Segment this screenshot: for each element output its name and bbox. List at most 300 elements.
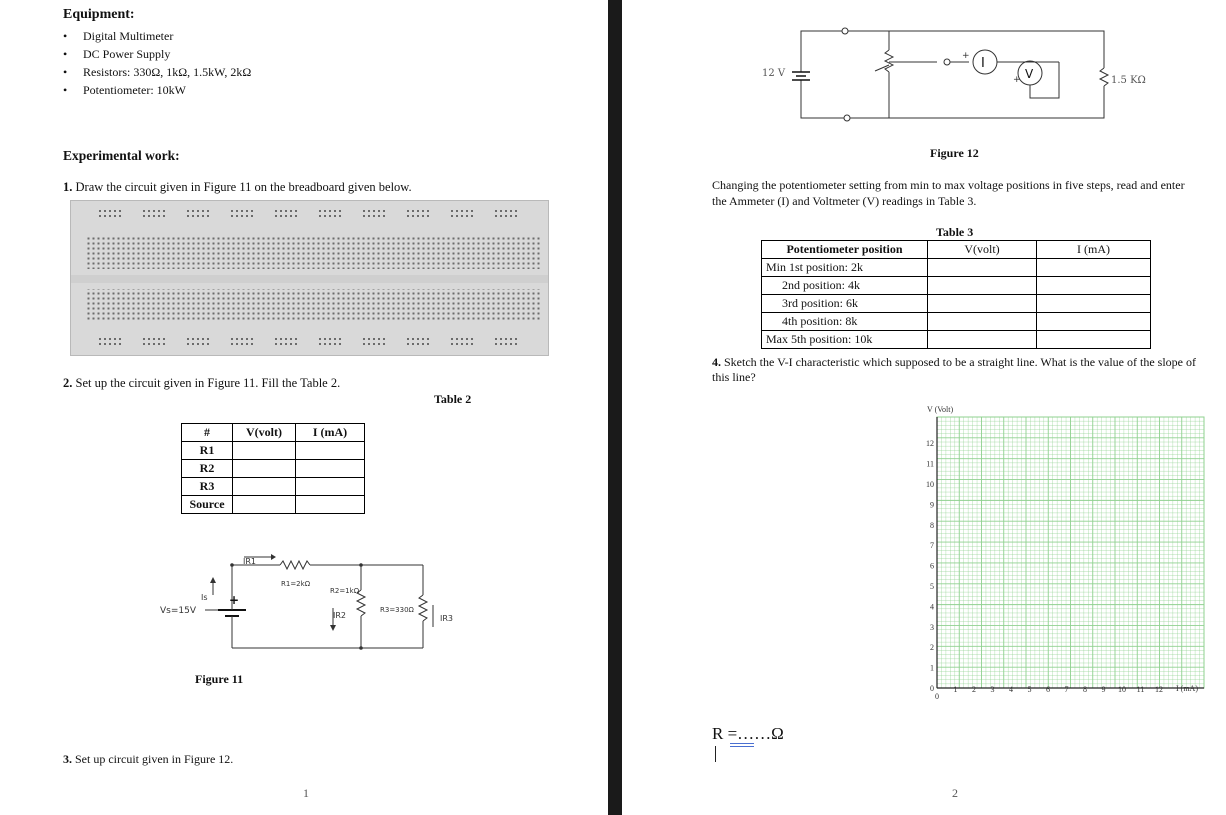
rail-hole xyxy=(329,343,331,345)
rail-hole xyxy=(412,215,414,217)
rail-hole xyxy=(109,215,111,217)
v-cell[interactable] xyxy=(233,496,296,514)
i-cell[interactable] xyxy=(296,496,365,514)
y-tick-label: 9 xyxy=(930,500,934,510)
rail-hole xyxy=(246,210,248,212)
rail-hole xyxy=(471,215,473,217)
v-cell[interactable] xyxy=(928,331,1037,349)
rail-hole xyxy=(99,338,101,340)
rail-hole xyxy=(280,338,282,340)
rail-hole xyxy=(158,343,160,345)
rail-hole xyxy=(422,343,424,345)
rail-hole xyxy=(143,343,145,345)
table-row xyxy=(182,496,365,514)
step-1-number: 1. xyxy=(63,180,73,194)
rail-hole xyxy=(329,215,331,217)
step-3-number: 3. xyxy=(63,752,72,766)
page-divider xyxy=(608,0,622,815)
source-label: 12 V xyxy=(762,68,786,79)
rail-hole xyxy=(378,338,380,340)
vi-graph[interactable] xyxy=(922,400,1212,705)
rail-hole xyxy=(246,338,248,340)
rail-hole xyxy=(148,343,150,345)
i-cell[interactable] xyxy=(296,442,365,460)
rail-hole xyxy=(246,215,248,217)
rail-hole xyxy=(378,210,380,212)
i-cell[interactable] xyxy=(296,460,365,478)
y-axis-label: V (Volt) xyxy=(927,405,954,414)
rail-hole xyxy=(153,338,155,340)
rail-hole xyxy=(363,338,365,340)
table-header-cell: # xyxy=(182,424,233,442)
rail-hole xyxy=(407,215,409,217)
x-tick-label: 5 xyxy=(1027,685,1032,694)
row-label: 2nd position: 4k xyxy=(762,277,928,295)
rail-hole xyxy=(197,343,199,345)
equipment-item: • Resistors: 330Ω, 1kΩ, 1.5kW, 2kΩ xyxy=(63,63,251,81)
rail-hole xyxy=(119,343,121,345)
rail-hole xyxy=(275,215,277,217)
plus-sign: + xyxy=(229,593,240,607)
rail-hole xyxy=(290,338,292,340)
rail-hole xyxy=(207,338,209,340)
rail-hole xyxy=(241,210,243,212)
resistance-answer[interactable] xyxy=(712,724,784,744)
rail-hole xyxy=(275,338,277,340)
table-row xyxy=(762,277,1151,295)
rail-hole xyxy=(505,343,507,345)
rail-hole xyxy=(114,210,116,212)
table-row xyxy=(762,295,1151,313)
y-tick-label: 7 xyxy=(930,541,934,551)
y-tick-label: 5 xyxy=(930,582,934,591)
rail-hole xyxy=(368,338,370,340)
x-tick-label: 6 xyxy=(1046,685,1050,694)
rail-hole xyxy=(456,215,458,217)
rail-hole xyxy=(163,338,165,340)
i-cell[interactable] xyxy=(1037,277,1151,295)
v-cell[interactable] xyxy=(928,277,1037,295)
rail-hole xyxy=(280,343,282,345)
page-number: 2 xyxy=(952,786,958,800)
rail-hole xyxy=(104,210,106,212)
figure-12-caption: Figure 12 xyxy=(930,146,979,160)
rail-hole xyxy=(197,338,199,340)
rail-hole xyxy=(231,343,233,345)
rail-hole xyxy=(383,338,385,340)
step-3-text: Set up circuit given in Figure 12. xyxy=(72,752,234,766)
row-label: R3 xyxy=(182,478,233,496)
instruction-paragraph: Changing the potentiometer setting from min to max voltage positions in five steps, read and enter the Ammeter (I) and Voltmeter (V) readings in Table 3. xyxy=(712,178,1185,208)
voltmeter-label: V xyxy=(1025,67,1034,81)
rail-hole xyxy=(324,343,326,345)
row-label: 3rd position: 6k xyxy=(762,295,928,313)
rail-hole xyxy=(451,343,453,345)
v-cell[interactable] xyxy=(233,442,296,460)
i-cell[interactable] xyxy=(1037,313,1151,331)
answer-underline xyxy=(730,743,754,744)
rail-hole xyxy=(295,215,297,217)
v-cell[interactable] xyxy=(928,295,1037,313)
rail-hole xyxy=(324,215,326,217)
rail-hole xyxy=(231,215,233,217)
rail-hole xyxy=(319,215,321,217)
rail-hole xyxy=(241,338,243,340)
rail-hole xyxy=(285,215,287,217)
rail-hole xyxy=(339,343,341,345)
x-tick-label: 10 xyxy=(1118,685,1126,694)
y-tick-label: 3 xyxy=(930,622,934,632)
x-axis-label: I (mA) xyxy=(1176,684,1198,693)
step-3 xyxy=(63,752,233,767)
table-header-cell: V(volt) xyxy=(233,424,296,442)
table-2 xyxy=(181,423,365,514)
rail-hole xyxy=(207,343,209,345)
answer-text: R =……Ω xyxy=(712,724,784,743)
y-tick-label: 0 xyxy=(930,684,934,693)
experimental-heading: Experimental work: xyxy=(63,148,180,163)
rail-hole xyxy=(99,343,101,345)
rail-hole xyxy=(187,215,189,217)
table-header-cell: Potentiometer position xyxy=(762,241,928,259)
rail-hole xyxy=(495,338,497,340)
i-cell[interactable] xyxy=(1037,295,1151,313)
rail-hole xyxy=(163,215,165,217)
rail-hole xyxy=(373,215,375,217)
step-2-text: Set up the circuit given in Figure 11. Fill the Table 2. xyxy=(72,376,341,390)
r2-label: R2=1kΩ xyxy=(330,587,360,595)
page-2 xyxy=(622,0,1226,815)
y-tick-label: 8 xyxy=(930,520,934,530)
rail-hole xyxy=(329,338,331,340)
rail-hole xyxy=(251,210,253,212)
table-row xyxy=(762,313,1151,331)
rail-hole xyxy=(510,343,512,345)
rail-hole xyxy=(251,343,253,345)
rail-hole xyxy=(119,338,121,340)
rail-hole xyxy=(339,210,341,212)
equipment-list xyxy=(63,27,251,99)
x-tick-label: 12 xyxy=(1155,685,1163,694)
rail-hole xyxy=(202,343,204,345)
step-1 xyxy=(63,180,412,195)
table-row xyxy=(762,331,1151,349)
rail-hole xyxy=(207,215,209,217)
step-4-number: 4. xyxy=(712,355,721,369)
row-label: 4th position: 8k xyxy=(762,313,928,331)
rail-hole xyxy=(295,343,297,345)
rail-hole xyxy=(324,210,326,212)
table-header-cell: I (mA) xyxy=(296,424,365,442)
r1-label: R1=2kΩ xyxy=(281,580,311,588)
rail-hole xyxy=(368,210,370,212)
rail-hole xyxy=(466,210,468,212)
rail-hole xyxy=(363,215,365,217)
rail-hole xyxy=(495,210,497,212)
row-label: R2 xyxy=(182,460,233,478)
rail-hole xyxy=(515,343,517,345)
rail-hole xyxy=(187,338,189,340)
i-cell[interactable] xyxy=(1037,331,1151,349)
rail-hole xyxy=(319,338,321,340)
rail-hole xyxy=(412,338,414,340)
v-cell[interactable] xyxy=(928,259,1037,277)
rail-hole xyxy=(202,215,204,217)
equipment-heading: Equipment: xyxy=(63,7,135,22)
rail-hole xyxy=(451,215,453,217)
row-label: R1 xyxy=(182,442,233,460)
figure-12-circuit xyxy=(757,20,1187,125)
rail-hole xyxy=(290,210,292,212)
rail-hole xyxy=(471,343,473,345)
rail-hole xyxy=(339,338,341,340)
rail-hole xyxy=(192,210,194,212)
rail-hole xyxy=(368,343,370,345)
rail-hole xyxy=(158,210,160,212)
table-row xyxy=(182,460,365,478)
rail-hole xyxy=(461,343,463,345)
rail-hole xyxy=(378,215,380,217)
rail-hole xyxy=(383,210,385,212)
rail-hole xyxy=(295,338,297,340)
rail-hole xyxy=(422,338,424,340)
ammeter-label: I xyxy=(981,56,985,71)
rail-hole xyxy=(236,210,238,212)
rail-hole xyxy=(422,215,424,217)
rail-hole xyxy=(456,338,458,340)
rail-hole xyxy=(495,215,497,217)
rail-hole xyxy=(241,343,243,345)
rail-hole xyxy=(104,343,106,345)
rail-hole xyxy=(334,338,336,340)
breadboard xyxy=(70,200,549,356)
x-tick-label: 4 xyxy=(1009,685,1013,694)
rail-hole xyxy=(505,215,507,217)
x-tick-label: 7 xyxy=(1064,685,1069,694)
step-2 xyxy=(63,376,340,391)
y-tick-label: 4 xyxy=(930,602,934,612)
table-row xyxy=(762,259,1151,277)
rail-hole xyxy=(197,215,199,217)
rail-hole xyxy=(148,215,150,217)
rail-hole xyxy=(202,338,204,340)
vs-label: Vs=15V xyxy=(160,606,196,616)
rail-hole xyxy=(515,338,517,340)
table-3 xyxy=(761,240,1151,349)
rail-hole xyxy=(373,338,375,340)
rail-hole xyxy=(319,210,321,212)
rail-hole xyxy=(417,215,419,217)
rail-hole xyxy=(412,210,414,212)
rail-hole xyxy=(153,215,155,217)
rail-hole xyxy=(187,210,189,212)
rail-hole xyxy=(119,215,121,217)
resistor-label: 1.5 KΩ xyxy=(1111,75,1146,86)
i-cell[interactable] xyxy=(1037,259,1151,277)
step-4-text: Sketch the V-I characteristic which supposed to be a straight line. What is the value of the slope of this line? xyxy=(712,355,1196,384)
rail-hole xyxy=(500,210,502,212)
rail-hole xyxy=(109,343,111,345)
rail-hole xyxy=(153,210,155,212)
rail-hole xyxy=(456,343,458,345)
rail-hole xyxy=(427,210,429,212)
step-1-text: Draw the circuit given in Figure 11 on the breadboard given below. xyxy=(72,180,412,194)
rail-hole xyxy=(275,343,277,345)
rail-hole xyxy=(334,343,336,345)
rail-hole xyxy=(334,210,336,212)
x-tick-label: 9 xyxy=(1101,685,1106,694)
rail-hole xyxy=(114,338,116,340)
answer-underline xyxy=(730,746,754,747)
y-tick-label: 2 xyxy=(930,643,934,653)
rail-hole xyxy=(143,210,145,212)
rail-hole xyxy=(451,210,453,212)
rail-hole xyxy=(163,210,165,212)
rail-hole xyxy=(427,338,429,340)
rail-hole xyxy=(187,343,189,345)
rail-hole xyxy=(510,215,512,217)
rail-hole xyxy=(143,338,145,340)
rail-hole xyxy=(329,210,331,212)
rail-hole xyxy=(339,215,341,217)
x-tick-label: 3 xyxy=(990,685,995,694)
rail-hole xyxy=(407,338,409,340)
rail-hole xyxy=(334,215,336,217)
y-tick-label: 12 xyxy=(926,439,934,449)
rail-hole xyxy=(383,215,385,217)
rail-hole xyxy=(285,343,287,345)
rail-hole xyxy=(451,338,453,340)
table-row xyxy=(182,442,365,460)
figure-11-circuit xyxy=(155,550,465,655)
v-cell[interactable] xyxy=(928,313,1037,331)
rail-hole xyxy=(119,210,121,212)
rail-hole xyxy=(246,343,248,345)
rail-hole xyxy=(427,343,429,345)
rail-hole xyxy=(373,343,375,345)
rail-hole xyxy=(241,215,243,217)
rail-hole xyxy=(158,338,160,340)
rail-hole xyxy=(285,338,287,340)
rail-hole xyxy=(417,338,419,340)
rail-hole xyxy=(383,343,385,345)
row-label: Source xyxy=(182,496,233,514)
y-tick-label: 1 xyxy=(930,663,934,673)
rail-hole xyxy=(515,215,517,217)
equipment-item: • Digital Multimeter xyxy=(63,27,251,45)
row-label: Min 1st position: 2k xyxy=(762,259,928,277)
ir3-label: IR3 xyxy=(440,614,454,623)
rail-hole xyxy=(158,215,160,217)
rail-hole xyxy=(148,210,150,212)
rail-hole xyxy=(461,210,463,212)
x-tick-label: 1 xyxy=(953,685,958,694)
rail-hole xyxy=(99,210,101,212)
rail-hole xyxy=(319,343,321,345)
rail-hole xyxy=(510,210,512,212)
rail-hole xyxy=(378,343,380,345)
rail-hole xyxy=(236,215,238,217)
rail-hole xyxy=(143,215,145,217)
rail-hole xyxy=(412,343,414,345)
y-tick-label: 6 xyxy=(930,561,934,571)
rail-hole xyxy=(500,338,502,340)
rail-hole xyxy=(104,338,106,340)
rail-hole xyxy=(466,215,468,217)
rail-hole xyxy=(471,338,473,340)
equipment-item: • DC Power Supply xyxy=(63,45,251,63)
rail-hole xyxy=(290,343,292,345)
rail-hole xyxy=(407,210,409,212)
rail-hole xyxy=(373,210,375,212)
rail-hole xyxy=(275,210,277,212)
rail-hole xyxy=(456,210,458,212)
rail-hole xyxy=(192,338,194,340)
rail-hole xyxy=(251,215,253,217)
table-header-cell: V(volt) xyxy=(928,241,1037,259)
step-2-number: 2. xyxy=(63,376,73,390)
page-number: 1 xyxy=(303,786,309,800)
rail-hole xyxy=(500,215,502,217)
equipment-item: • Potentiometer: 10kW xyxy=(63,81,251,99)
ammeter-plus: + xyxy=(962,51,970,61)
x-tick-label: 2 xyxy=(972,685,976,694)
v-cell[interactable] xyxy=(233,460,296,478)
i-cell[interactable] xyxy=(296,478,365,496)
rail-hole xyxy=(515,210,517,212)
table-header-row xyxy=(182,424,365,442)
table2-caption: Table 2 xyxy=(434,392,472,406)
voltmeter-plus: + xyxy=(1013,75,1021,85)
rail-hole xyxy=(192,343,194,345)
x-tick-label: 11 xyxy=(1136,685,1145,694)
y-tick-label: 11 xyxy=(926,459,934,469)
rail-hole xyxy=(148,338,150,340)
figure-11-caption: Figure 11 xyxy=(195,672,244,686)
rail-hole xyxy=(407,343,409,345)
v-cell[interactable] xyxy=(233,478,296,496)
y-tick-label: 10 xyxy=(926,480,934,489)
rail-hole xyxy=(417,343,419,345)
rail-hole xyxy=(427,215,429,217)
rail-hole xyxy=(295,210,297,212)
text-cursor xyxy=(715,746,716,762)
rail-hole xyxy=(324,338,326,340)
rail-hole xyxy=(231,338,233,340)
rail-hole xyxy=(280,210,282,212)
rail-hole xyxy=(280,215,282,217)
rail-hole xyxy=(368,215,370,217)
rail-hole xyxy=(236,343,238,345)
rail-hole xyxy=(109,338,111,340)
table-header-cell: I (mA) xyxy=(1037,241,1151,259)
rail-hole xyxy=(461,215,463,217)
rail-hole xyxy=(505,210,507,212)
rail-hole xyxy=(202,210,204,212)
rail-hole xyxy=(251,338,253,340)
rail-hole xyxy=(466,343,468,345)
rail-hole xyxy=(471,210,473,212)
rail-hole xyxy=(422,210,424,212)
rail-hole xyxy=(236,338,238,340)
rail-hole xyxy=(285,210,287,212)
table3-caption: Table 3 xyxy=(936,225,974,239)
rail-hole xyxy=(500,343,502,345)
x-tick-label: 8 xyxy=(1083,685,1087,694)
rail-hole xyxy=(290,215,292,217)
step-4 xyxy=(712,355,1202,385)
rail-hole xyxy=(495,343,497,345)
